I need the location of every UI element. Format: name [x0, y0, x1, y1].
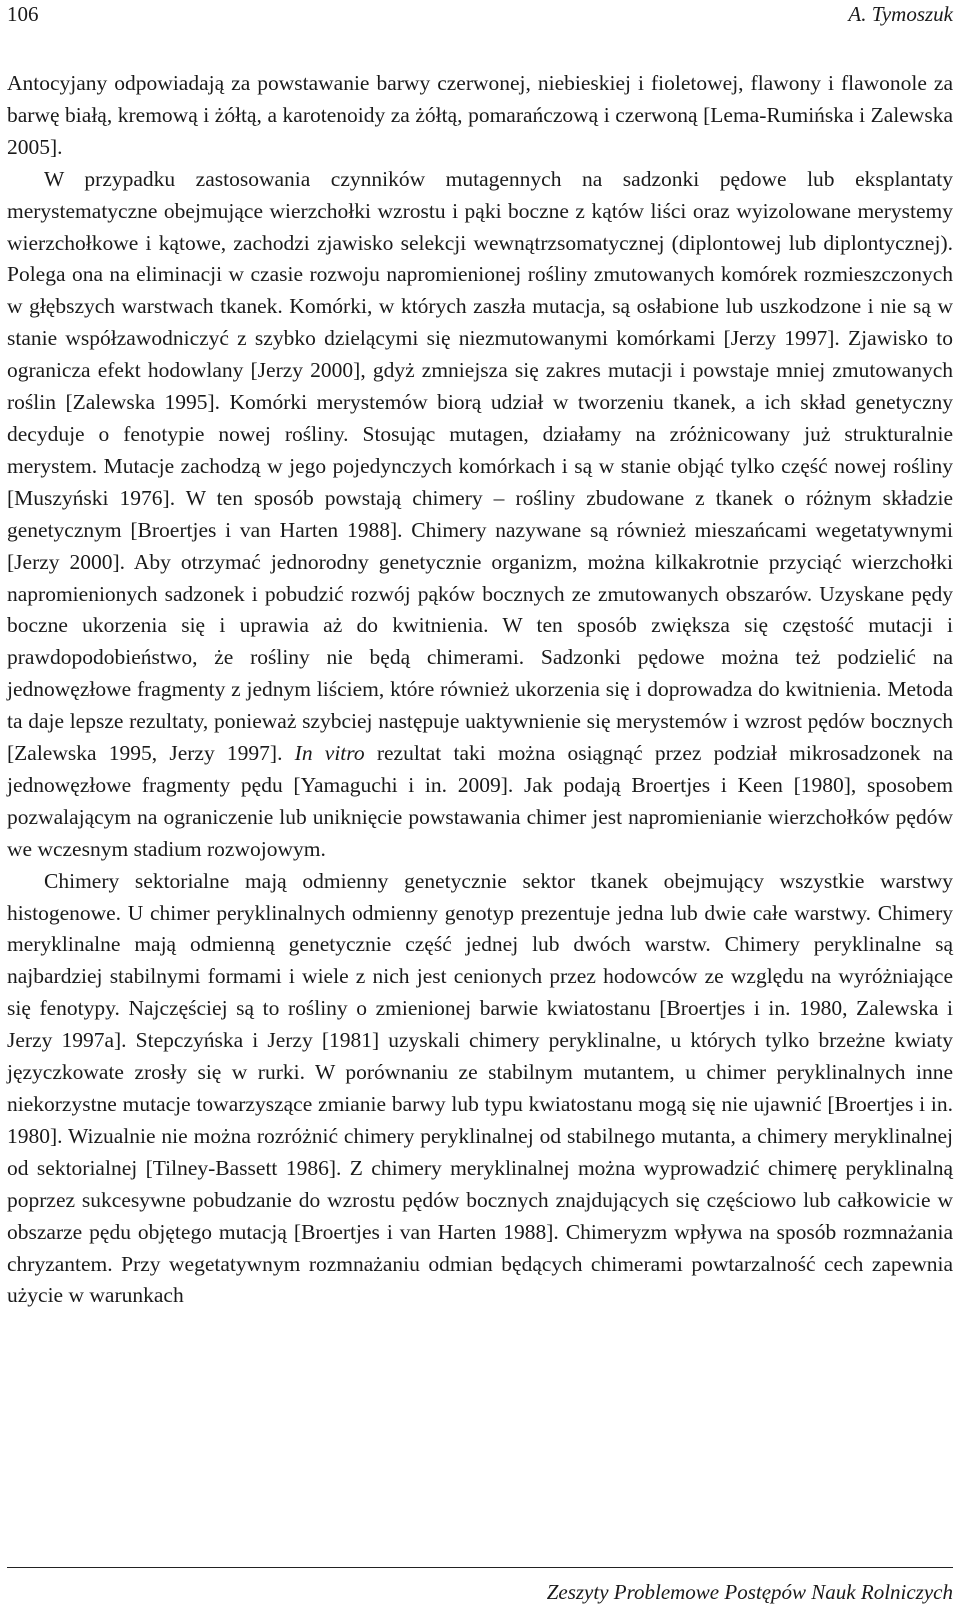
page-number: 106	[7, 2, 39, 26]
body-text	[7, 68, 953, 1312]
paragraph-2	[7, 164, 953, 866]
running-head	[7, 0, 953, 28]
paragraph-2-part-1: W przypadku zastosowania czynników mutagennych na sadzonki pędowe lub eksplantaty merystematyczne obejmujące wierzchołki wzrostu i pąki boczne z kątów liści oraz wyizolowane merystemy wierzchołkowe i kątowe, zachodzi zjawisko selekcji wewnątrzsomatycznej (diplontowej lub diplontycznej). Polega ona na eliminacji w czasie rozwoju napromienionej rośliny zmutowanych komórek rozmieszczonych w głębszych warstwach tkanek. Komórki, w których zaszła mutacja, są osłabione lub uszkodzone i nie są w stanie współzawodniczyć z szybko dzielącymi się niezmutowanymi komórkami [Jerzy 1997]. Zjawisko to ogranicza efekt hodowlany [Jerzy 2000], gdyż zmniejsza się zakres mutacji i powstaje mniej zmutowanych roślin [Zalewska 1995]. Komórki merystemów biorą udział w tworzeniu tkanek, a ich skład genetyczny decyduje o fenotypie nowej rośliny. Stosując mutagen, działamy na zróżnicowany już strukturalnie merystem. Mutacje zachodzą w jego pojedynczych komórkach i są w stanie objąć tylko część nowej rośliny [Muszyński 1976]. W ten sposób powstają chimery – rośliny zbudowane z tkanek o różnym składzie genetycznym [Broertjes i van Harten 1988]. Chimery nazywane są również mieszańcami wegetatywnymi [Jerzy 2000]. Aby otrzymać jednorodny genetycznie organizm, można kilkakrotnie przyciąć wierzchołki napromienionych sadzonek i pobudzić rozwój pąków bocznych ze zmutowanych obszarów. Uzyskane pędy boczne ukorzenia się i uprawia aż do kwitnienia. W ten sposób zwiększa się częstość mutacji i prawdopodobieństwo, że rośliny nie będą chimerami. Sadzonki pędowe można też podzielić na jednowęzłowe fragmenty z jednym liściem, które również ukorzenia się i doprowadza do kwitnienia. Metoda ta daje lepsze rezultaty, ponieważ szybciej następuje uaktywnienie się merystemów i wzrost pędów bocznych [Zalewska 1995, Jerzy 1997].	[7, 166, 953, 766]
author-name: A. Tymoszuk	[848, 2, 953, 26]
paragraph-3: Chimery sektorialne mają odmienny genetycznie sektor tkanek obejmujący wszystkie warstwy histogenowe. U chimer peryklinalnych odmienny genotyp prezentuje jedna lub dwie całe warstwy. Chimery meryklinalne mają odmienną genetycznie część jednej lub dwóch warstw. Chimery peryklinalne są najbardziej stabilnymi formami i wiele z nich jest cenionych przez hodowców ze względu na wyróżniające się fenotypy. Najczęściej są to rośliny o zmienionej barwie kwiatostanu [Broertjes i in. 1980, Zalewska i Jerzy 1997a]. Stepczyńska i Jerzy [1981] uzyskali chimery peryklinalne, u których tylko brzeżne kwiaty języczkowate zrosły się w rurki. W porównaniu ze stabilnym mutantem, u chimer peryklinalnych inne niekorzystne mutacje towarzyszące zmianie barwy lub typu kwiatostanu mogą się nie ujawnić [Broertjes i in. 1980]. Wizualnie nie można rozróżnić chimery peryklinalnej od stabilnego mutanta, a chimery meryklinalnej od sektorialnej [Tilney-Bassett 1986]. Z chimery meryklinalnej można wyprowadzić chimerę peryklinalną poprzez sukcesywne pobudzanie do wzrostu pędów bocznych znajdujących się częściowo lub całkowicie w obszarze pędu objętego mutacją [Broertjes i van Harten 1988]. Chimeryzm wpływa na sposób rozmnażania chryzantem. Przy wegetatywnym rozmnażaniu odmian będących chimerami powtarzalność cech zapewnia użycie w warunkach	[7, 868, 953, 1308]
footer-divider	[7, 1567, 953, 1568]
journal-title: Zeszyty Problemowe Postępów Nauk Rolniczych	[546, 1580, 953, 1604]
in-vitro-term: In vitro	[294, 741, 365, 766]
paragraph-2-part-2: rezultat taki można osiągnąć przez podział mikrosadzonek na jednowęzłowe fragmenty pędu [Yamaguchi i in. 2009]. Jak podają Broertjes i Keen [1980], sposobem pozwalającym na ograniczenie lub uniknięcie powstawania chimer jest napromienianie wierzchołków pędów we wczesnym stadium rozwojowym.	[7, 741, 954, 861]
paragraph-1: Antocyjany odpowiadają za powstawanie barwy czerwonej, niebieskiej i fioletowej, flawony i flawonole za barwę białą, kremową i żółtą, a karotenoidy za żółtą, pomarańczową i czerwoną [Lema-Rumińska i Zalewska 2005].	[7, 71, 953, 159]
